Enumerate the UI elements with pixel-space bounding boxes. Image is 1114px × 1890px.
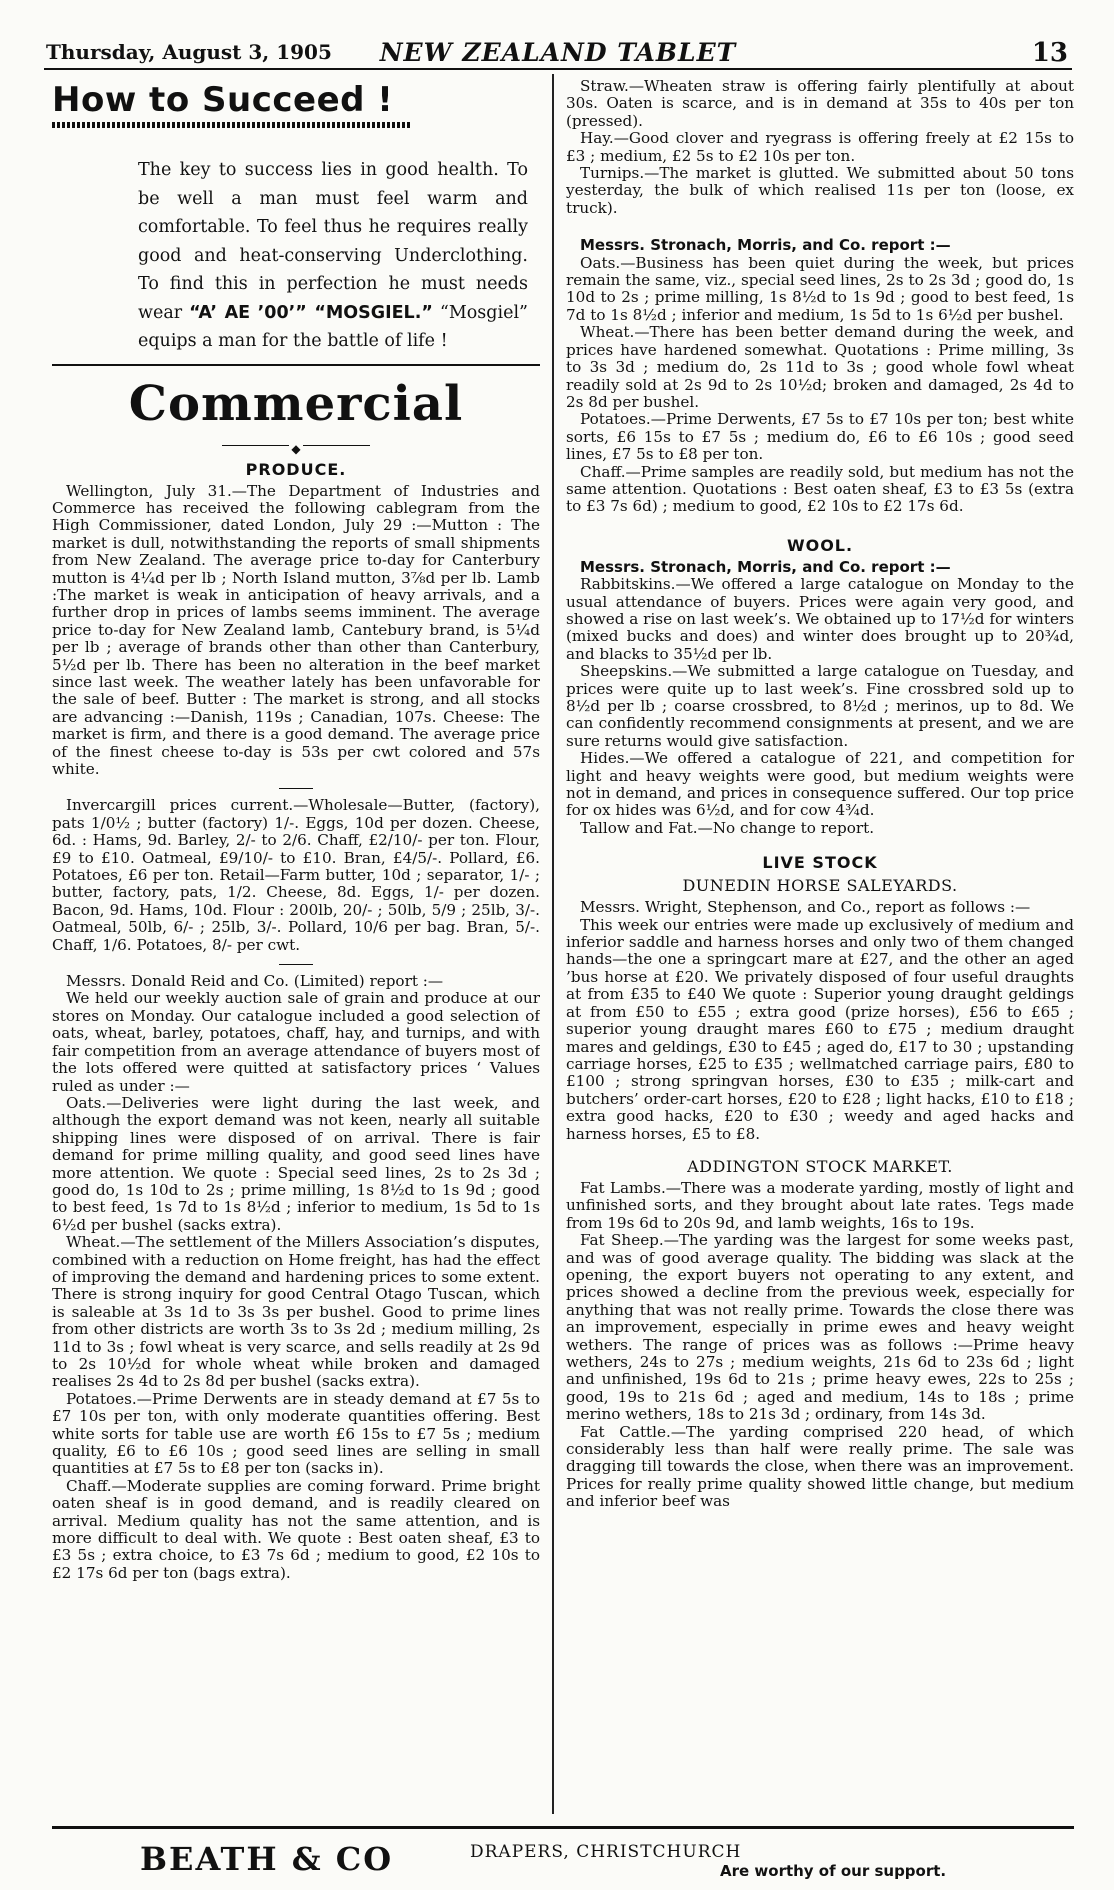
addington-heading: ADDINGTON STOCK MARKET.	[687, 1156, 953, 1176]
page-number: 13	[1031, 38, 1068, 68]
paragraph: Sheepskins.—We submitted a large catalogue on Tuesday, and prices were quite up to last week’s. Fine crossbred sold up to 8½d per lb ; coarse crossbred, to 8½d ; merinos, up to 8d. We can confidently recommend consignments at present, and we are sure returns would give satisfaction.	[566, 662, 1074, 750]
section-title: Commercial	[128, 375, 464, 432]
produce-heading: PRODUCE.	[245, 459, 347, 479]
ad-brand: “A’ AE ’00’” “MOSGIEL.”	[189, 302, 433, 323]
footer-rule	[52, 1826, 1074, 1829]
paragraph: Wheat.—There has been better demand during the week, and prices have hardened somewhat. Quotations : Prime milling, 3s to 3s 3d ; medium do, 2s 11d to 3s ; good whole fowl wheat readily sold at 2s 9d to 2s 10½d; broken and damaged, 2s 4d to 2s 8d per bushel.	[566, 323, 1074, 411]
wool-heading: WOOL.	[786, 535, 854, 555]
footer-brand: BEATH & CO	[140, 1840, 394, 1878]
paragraph: Chaff.—Moderate supplies are coming forward. Prime bright oaten sheaf is in good demand, and is readily cleared on arrival. Medium quality has not the same attention, and is more difficult to deal with. We quote : Best oaten sheaf, £3 to £3 5s ; extra choice, to £3 7s 6d ; medium to good, £2 10s to £2 17s 6d per ton (bags extra).	[52, 1476, 540, 1582]
paragraph: Hay.—Good clover and ryegrass is offering freely at £2 15s to £3 ; medium, £2 5s to £2 10s per ton.	[566, 129, 1074, 165]
ad-text-2: “Mosgiel” equips a man for the battle of life !	[138, 302, 528, 351]
column-divider	[552, 74, 554, 1814]
paragraph: Oats.—Deliveries were light during the last week, and although the export demand was not keen, nearly all suitable shipping lines were disposed of on arrival. There is fair demand for prime milling quality, and good seed lines have more attention. We quote : Special seed lines, 2s to 2s 3d ; good do, 1s 10d to 2s ; prime milling, 1s 8½d to 1s 9d ; good to best feed, 1s 7d to 1s 8½d ; inferior to medium, 1s 5d to 1s 6½d per bushel (sacks extra).	[52, 1093, 540, 1234]
short-rule	[279, 788, 313, 789]
masthead: NEW ZEALAND TABLET	[379, 38, 737, 67]
issue-date: Thursday, August 3, 1905	[46, 40, 332, 64]
paragraph: Messrs. Wright, Stephenson, and Co., report as follows :—	[580, 898, 1031, 917]
paragraph: Wheat.—The settlement of the Millers Association’s disputes, combined with a reduction on Home freight, has had the effect of improving the demand and hardening prices to some extent. There is strong inquiry for good Central Otago Tuscan, which is saleable at 3s 1d to 3s 3s per bushel. Good to prime lines from other districts are worth 3s to 3s 2d ; medium milling, 2s 11d to 3s ; fowl wheat is very scarce, and sells readily at 2s 9d to 2s 10½d for whole wheat while broken and damaged realises 2s 4d to 2s 8d per bushel (sacks extra).	[52, 1233, 540, 1391]
report-intro: Messrs. Stronach, Morris, and Co. report :—	[580, 557, 951, 576]
ornament-rule	[52, 438, 540, 456]
paragraph: Invercargill prices current.—Wholesale—Butter, (factory), pats 1/0½ ; butter (factory) 1/-. Eggs, 10d per dozen. Cheese, 6d. : Hams, 9d. Barley, 2/- to 2/6. Chaff, £2/10/- per ton. Flour, £9 to £10. Oatmeal, £9/10/- to £10. Bran, £4/5/-. Pollard, £6. Potatoes, £6 per ton. Retail—Farm butter, 10d ; separator, 1/- ; butter, factory, pats, 1/2. Cheese, 8d. Eggs, 1/- per dozen. Bacon, 9d. Hams, 10d. Flour : 200lb, 20/- ; 50lb, 5/9 ; 25lb, 3/-. Oatmeal, 50lb, 6/- ; 25lb, 3/-. Pollard, 10/6 per bag. Bran, 5/-. Chaff, 1/6. Potatoes, 8/- per cwt.	[52, 796, 540, 954]
footer-advert	[140, 1840, 1040, 1886]
paragraph: Fat Lambs.—There was a moderate yarding, mostly of light and unfinished sorts, and they brought about late rates. Tegs made from 19s 6d to 20s 9d, and lamb weights, 16s to 19s.	[566, 1178, 1074, 1232]
footer-tagline: Are worthy of our support.	[720, 1862, 947, 1880]
paragraph: Fat Cattle.—The yarding comprised 220 head, of which considerably less than half were really prime. The sale was dragging till towards the close, when there was an improvement. Prices for really prime quality showed little change, but medium and inferior beef was	[566, 1422, 1074, 1511]
left-column	[52, 78, 540, 1808]
ad-title: How to Succeed !	[52, 80, 394, 120]
ad-text-1: The key to success lies in good health. To be well a man must feel warm and comfortable. To feel thus he requires really good and heat-conserving Underclothing. To find this in perfection he must needs wear	[138, 160, 528, 323]
footer-trade: DRAPERS, CHRISTCHURCH	[470, 1842, 742, 1862]
paragraph: Fat Sheep.—The yarding was the largest for some weeks past, and was of good average quality. The bidding was slack at the opening, the export buyers not operating to any extent, and prices showed a decline from the previous week, especially for anything that was not really prime. Towards the close there was an improvement, especially in prime ewes and heavy weight wethers. The range of prices was as follows :—Prime heavy wethers, 24s to 27s ; medium weights, 21s 6d to 23s 6d ; light and unfinished, 19s 6d to 21s ; prime heavy ewes, 22s to 25s ; good, 19s to 21s 6d ; aged and medium, 14s to 18s ; prime merino wethers, 18s to 21s 3d ; ordinary, from 14s 3d.	[566, 1231, 1074, 1424]
paragraph: This week our entries were made up exclusively of medium and inferior saddle and harness horses and only two of them changed hands—the one a springcart mare at £27, and the other an aged ’bus horse at £20. We privately disposed of four useful draughts at from £35 to £40 We quote : Superior young draught geldings at from £50 to £55 ; extra good (prize horses), £56 to £65 ; superior young draught mares £60 to £75 ; medium draught mares and geldings, £30 to £45 ; aged do, £17 to 30 ; upstanding carriage horses, £25 to £35 ; wellmatched carriage pairs, £80 to £100 ; strong springvan horses, £30 to £35 ; milk-cart and butchers’ order-cart horses, £20 to £28 ; light hacks, £10 to £18 ; extra good hacks, £20 to £30 ; weedy and aged hacks and harness horses, £5 to £8.	[566, 915, 1074, 1143]
diamond-icon: ◆	[291, 441, 301, 456]
report-intro: Messrs. Stronach, Morris, and Co. report :—	[580, 236, 951, 255]
live-stock-heading: LIVE STOCK	[762, 853, 878, 873]
paragraph: Tallow and Fat.—No change to report.	[580, 818, 875, 837]
paragraph: Potatoes.—Prime Derwents, £7 5s to £7 10s per ton; best white sorts, £6 15s to £7 5s ; medium do, £6 to £6 10s ; good seed lines, £7 5s to £8 per ton.	[566, 410, 1074, 464]
short-rule	[279, 964, 313, 965]
section-rule	[52, 364, 540, 366]
paragraph: Straw.—Wheaten straw is offering fairly plentifully at about 30s. Oaten is scarce, and is in demand at 35s to 40s per ton (pressed).	[566, 78, 1074, 130]
paragraph: We held our weekly auction sale of grain and produce at our stores on Monday. Our catalogue included a good selection of oats, wheat, barley, potatoes, chaff, hay, and turnips, and with fair competition from an average attendance of buyers most of the lots offered were quitted at satisfactory prices ‘ Values ruled as under :—	[52, 989, 540, 1095]
paragraph: Turnips.—The market is glutted. We submitted about 50 tons yesterday, the bulk of which realised 11s per ton (loose, ex truck).	[566, 164, 1074, 217]
ad-body	[138, 156, 528, 356]
page-header	[44, 38, 1072, 70]
right-column	[566, 78, 1074, 1808]
dunedin-heading: DUNEDIN HORSE SALEYARDS.	[682, 876, 958, 896]
paragraph: Wellington, July 31.—The Department of Industries and Commerce has received the following cablegram from the High Commissioner, dated London, July 29 :—Mutton : The market is dull, notwithstanding the reports of small shipments from New Zealand. The average price to-day for Canterbury mutton is 4¼d per lb ; North Island mutton, 3⅞d per lb. Lamb :The market is weak in anticipation of heavy arrivals, and a further drop in prices of lambs seems imminent. The average price to-day for New Zealand lamb, Cantebury brand, is 5¼d per lb ; average of brands other than other than Canterbury, 5½d per lb. There has been no alteration in the beef market since last week. The weather lately has been unfavorable for the sale of beef. Butter : The market is strong, and all stocks are advancing :—Danish, 119s ; Canadian, 107s. Cheese: The market is firm, and there is a good demand. The average price of the finest cheese to-day is 53s per cwt colored and 57s white.	[52, 481, 540, 778]
paragraph: Chaff.—Prime samples are readily sold, but medium has not the same attention. Quotations : Best oaten sheaf, £3 to £3 5s (extra to £3 7s 6d) ; medium to good, £2 10s to £2 17s 6d.	[566, 462, 1074, 516]
paragraph: Potatoes.—Prime Derwents are in steady demand at £7 5s to £7 10s per ton, with only moderate quantities offering. Best white sorts for table use are worth £6 15s to £7 5s ; medium quality, £6 to £6 10s ; good seed lines are selling in small quantities at £7 5s to £8 per ton (sacks in).	[52, 1389, 540, 1478]
paragraph: Oats.—Business has been quiet during the week, but prices remain the same, viz., special seed lines, 2s to 2s 3d ; good do, 1s 10d to 2s ; prime milling, 1s 8½d to 1s 9d ; good to best feed, 1s 7d to 1s 8½d ; inferior and medium, 1s 5d to 1s 6½d per bushel.	[566, 253, 1074, 324]
report-intro: Messrs. Donald Reid and Co. (Limited) report :—	[66, 972, 444, 991]
ad-underline	[52, 122, 412, 128]
paragraph: Rabbitskins.—We offered a large catalogue on Monday to the usual attendance of buyers. Prices were again very good, and showed a rise on last week’s. We obtained up to 17½d for winters (mixed bucks and does) and winter does brought up to 20¾d, and blacks to 35½d per lb.	[566, 575, 1074, 663]
paragraph: Hides.—We offered a catalogue of 221, and competition for light and heavy weights were good, but medium weights were not in demand, and prices in consequence suffered. Our top price for ox hides was 6½d, and for cow 4¾d.	[566, 749, 1074, 820]
